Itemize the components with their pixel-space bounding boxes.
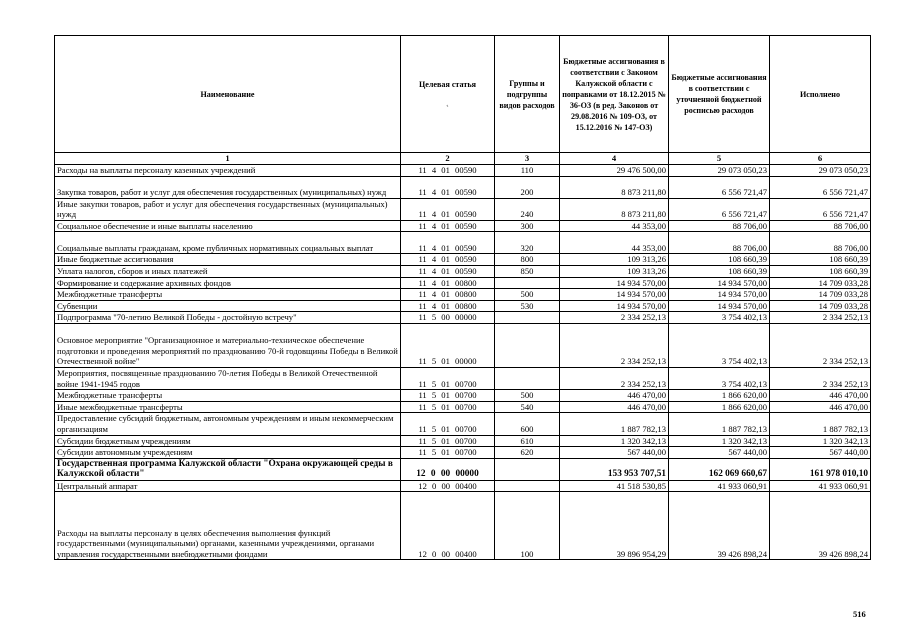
header-name: Наименование xyxy=(55,36,401,153)
row-expense-group xyxy=(495,367,560,389)
row-name: Мероприятия, посвященные празднованию 70-летия Победы в Великой Отечественной войне 1941-1945 годов xyxy=(55,367,401,389)
row-revised: 14 934 570,00 xyxy=(669,289,770,301)
row-expense-group: 610 xyxy=(495,435,560,447)
row-target-article: 11 4 01 00800 xyxy=(401,289,495,301)
row-target-article: 11 4 01 00590 xyxy=(401,198,495,220)
header-budget-law: Бюджетные ассигнования в соответствии с Законом Калужской области с поправками от 18.12.2015 № 36-ОЗ (в ред. Законов от 29.08.2016 № 109-ОЗ, от 15.12.2016 № 147-ОЗ) xyxy=(560,36,669,153)
column-number: 2 xyxy=(401,153,495,165)
scan-mark: ˛ xyxy=(446,99,449,107)
row-budget: 14 934 570,00 xyxy=(560,277,669,289)
row-budget: 41 518 530,85 xyxy=(560,480,669,492)
row-target-article: 11 4 01 00590 xyxy=(401,254,495,266)
row-target-article: 11 5 01 00700 xyxy=(401,435,495,447)
row-revised: 41 933 060,91 xyxy=(669,480,770,492)
header-executed: Исполнено xyxy=(770,36,871,153)
row-target-article: 11 4 01 00590 xyxy=(401,176,495,198)
row-expense-group: 530 xyxy=(495,300,560,312)
row-target-article: 11 5 01 00700 xyxy=(401,401,495,413)
row-revised: 567 440,00 xyxy=(669,447,770,459)
table-row xyxy=(55,277,871,289)
row-name: Межбюджетные трансферты xyxy=(55,289,401,301)
table-row xyxy=(55,367,871,389)
row-budget: 8 873 211,80 xyxy=(560,198,669,220)
row-budget: 2 334 252,13 xyxy=(560,367,669,389)
row-expense-group xyxy=(495,480,560,492)
table-row xyxy=(55,254,871,266)
row-revised: 29 073 050,23 xyxy=(669,165,770,177)
header-budget-revised: Бюджетные ассигнования в соответствии с уточненной бюджетной росписью расходов xyxy=(669,36,770,153)
row-name: Формирование и содержание архивных фондов xyxy=(55,277,401,289)
column-number: 5 xyxy=(669,153,770,165)
row-revised: 108 660,39 xyxy=(669,265,770,277)
header-row xyxy=(55,36,871,153)
row-executed: 567 440,00 xyxy=(770,447,871,459)
row-name: Субсидии бюджетным учреждениям xyxy=(55,435,401,447)
row-executed: 161 978 010,10 xyxy=(770,458,871,480)
row-revised: 6 556 721,47 xyxy=(669,176,770,198)
row-revised: 3 754 402,13 xyxy=(669,312,770,324)
row-executed: 88 706,00 xyxy=(770,232,871,254)
row-name: Иные межбюджетные трансферты xyxy=(55,401,401,413)
row-name: Предоставление субсидий бюджетным, автономным учреждениям и иным некоммерческим организациям xyxy=(55,413,401,435)
row-name: Расходы на выплаты персоналу в целях обеспечения выполнения функций государственными (муниципальными) органами, казенными учреждениями, органами управления государственными внебюджетными фондами xyxy=(55,492,401,560)
row-budget: 14 934 570,00 xyxy=(560,300,669,312)
row-name: Закупка товаров, работ и услуг для обеспечения государственных (муниципальных) нужд xyxy=(55,176,401,198)
row-budget: 44 353,00 xyxy=(560,232,669,254)
row-executed: 1 887 782,13 xyxy=(770,413,871,435)
row-name: Социальное обеспечение и иные выплаты населению xyxy=(55,220,401,232)
row-budget: 8 873 211,80 xyxy=(560,176,669,198)
row-target-article: 12 0 00 00400 xyxy=(401,480,495,492)
row-revised: 6 556 721,47 xyxy=(669,198,770,220)
table-row xyxy=(55,198,871,220)
column-number: 4 xyxy=(560,153,669,165)
row-target-article: 11 5 01 00000 xyxy=(401,323,495,367)
table-row xyxy=(55,265,871,277)
row-revised: 1 866 620,00 xyxy=(669,390,770,402)
row-expense-group: 800 xyxy=(495,254,560,266)
row-target-article: 11 4 01 00590 xyxy=(401,165,495,177)
table-row xyxy=(55,220,871,232)
row-target-article: 12 0 00 00400 xyxy=(401,492,495,560)
table-row xyxy=(55,165,871,177)
row-executed: 41 933 060,91 xyxy=(770,480,871,492)
row-budget: 14 934 570,00 xyxy=(560,289,669,301)
table-row xyxy=(55,390,871,402)
row-target-article: 11 4 01 00800 xyxy=(401,277,495,289)
row-revised: 162 069 660,67 xyxy=(669,458,770,480)
row-target-article: 11 5 01 00700 xyxy=(401,413,495,435)
table-row xyxy=(55,323,871,367)
row-expense-group xyxy=(495,277,560,289)
column-number: 6 xyxy=(770,153,871,165)
row-target-article: 11 4 01 00590 xyxy=(401,232,495,254)
table-row xyxy=(55,480,871,492)
table-row xyxy=(55,458,871,480)
row-revised: 88 706,00 xyxy=(669,232,770,254)
row-revised: 88 706,00 xyxy=(669,220,770,232)
row-name: Иные бюджетные ассигнования xyxy=(55,254,401,266)
table-row xyxy=(55,413,871,435)
row-executed: 88 706,00 xyxy=(770,220,871,232)
header-expense-groups: Группы и подгруппы видов расходов xyxy=(495,36,560,153)
row-executed: 446 470,00 xyxy=(770,390,871,402)
row-expense-group: 300 xyxy=(495,220,560,232)
table-row xyxy=(55,176,871,198)
row-executed: 2 334 252,13 xyxy=(770,367,871,389)
column-number: 1 xyxy=(55,153,401,165)
row-revised: 3 754 402,13 xyxy=(669,323,770,367)
row-expense-group xyxy=(495,458,560,480)
row-executed: 39 426 898,24 xyxy=(770,492,871,560)
row-name: Иные закупки товаров, работ и услуг для обеспечения государственных (муниципальных) нужд xyxy=(55,198,401,220)
table-row xyxy=(55,232,871,254)
row-budget: 2 334 252,13 xyxy=(560,323,669,367)
table-row xyxy=(55,435,871,447)
row-target-article: 11 5 01 00700 xyxy=(401,367,495,389)
row-name: Подпрограмма "70-летию Великой Победы - достойную встречу" xyxy=(55,312,401,324)
row-budget: 567 440,00 xyxy=(560,447,669,459)
row-name: Расходы на выплаты персоналу казенных учреждений xyxy=(55,165,401,177)
row-budget: 446 470,00 xyxy=(560,401,669,413)
budget-table xyxy=(54,35,871,560)
row-executed: 6 556 721,47 xyxy=(770,198,871,220)
row-target-article: 11 5 01 00700 xyxy=(401,447,495,459)
row-executed: 446 470,00 xyxy=(770,401,871,413)
row-expense-group: 100 xyxy=(495,492,560,560)
column-number-row xyxy=(55,153,871,165)
row-name: Центральный аппарат xyxy=(55,480,401,492)
row-expense-group: 240 xyxy=(495,198,560,220)
column-number: 3 xyxy=(495,153,560,165)
row-budget: 44 353,00 xyxy=(560,220,669,232)
row-revised: 1 866 620,00 xyxy=(669,401,770,413)
row-budget: 1 887 782,13 xyxy=(560,413,669,435)
row-target-article: 11 5 01 00700 xyxy=(401,390,495,402)
row-executed: 14 709 033,28 xyxy=(770,300,871,312)
row-name: Основное мероприятие "Организационное и материально-техническое обеспечение подготовки и проведения мероприятий по празднованию 70-й годовщины Победы в Великой Отечественной войне" xyxy=(55,323,401,367)
row-expense-group: 540 xyxy=(495,401,560,413)
row-name: Уплата налогов, сборов и иных платежей xyxy=(55,265,401,277)
row-revised: 1 887 782,13 xyxy=(669,413,770,435)
row-expense-group: 620 xyxy=(495,447,560,459)
row-executed: 14 709 033,28 xyxy=(770,289,871,301)
row-name: Субсидии автономным учреждениям xyxy=(55,447,401,459)
row-target-article: 11 4 01 00590 xyxy=(401,220,495,232)
table-row xyxy=(55,300,871,312)
row-budget: 109 313,26 xyxy=(560,265,669,277)
page-number: 516 xyxy=(853,609,866,619)
row-budget: 109 313,26 xyxy=(560,254,669,266)
row-revised: 3 754 402,13 xyxy=(669,367,770,389)
row-expense-group: 850 xyxy=(495,265,560,277)
row-revised: 14 934 570,00 xyxy=(669,277,770,289)
row-budget: 39 896 954,29 xyxy=(560,492,669,560)
table-row xyxy=(55,312,871,324)
row-executed: 108 660,39 xyxy=(770,265,871,277)
table-row xyxy=(55,447,871,459)
row-target-article: 11 4 01 00590 xyxy=(401,265,495,277)
row-budget: 29 476 500,00 xyxy=(560,165,669,177)
row-expense-group xyxy=(495,323,560,367)
row-budget: 1 320 342,13 xyxy=(560,435,669,447)
row-expense-group: 320 xyxy=(495,232,560,254)
header-target-article: Целевая статья ˛ xyxy=(401,36,495,153)
row-executed: 2 334 252,13 xyxy=(770,323,871,367)
row-revised: 1 320 342,13 xyxy=(669,435,770,447)
row-target-article: 11 4 01 00800 xyxy=(401,300,495,312)
row-executed: 2 334 252,13 xyxy=(770,312,871,324)
row-target-article: 11 5 00 00000 xyxy=(401,312,495,324)
row-revised: 14 934 570,00 xyxy=(669,300,770,312)
row-target-article: 12 0 00 00000 xyxy=(401,458,495,480)
table-row xyxy=(55,289,871,301)
row-expense-group: 200 xyxy=(495,176,560,198)
row-budget: 2 334 252,13 xyxy=(560,312,669,324)
row-expense-group: 110 xyxy=(495,165,560,177)
row-executed: 14 709 033,28 xyxy=(770,277,871,289)
row-revised: 108 660,39 xyxy=(669,254,770,266)
row-budget: 153 953 707,51 xyxy=(560,458,669,480)
row-revised: 39 426 898,24 xyxy=(669,492,770,560)
row-name: Социальные выплаты гражданам, кроме публичных нормативных социальных выплат xyxy=(55,232,401,254)
row-expense-group: 500 xyxy=(495,390,560,402)
row-expense-group: 600 xyxy=(495,413,560,435)
row-budget: 446 470,00 xyxy=(560,390,669,402)
row-executed: 6 556 721,47 xyxy=(770,176,871,198)
table-row xyxy=(55,492,871,560)
row-expense-group: 500 xyxy=(495,289,560,301)
row-executed: 29 073 050,23 xyxy=(770,165,871,177)
row-executed: 1 320 342,13 xyxy=(770,435,871,447)
row-expense-group xyxy=(495,312,560,324)
table-row xyxy=(55,401,871,413)
row-executed: 108 660,39 xyxy=(770,254,871,266)
row-name: Межбюджетные трансферты xyxy=(55,390,401,402)
row-name: Государственная программа Калужской области "Охрана окружающей среды в Калужской области" xyxy=(55,458,401,480)
row-name: Субвенции xyxy=(55,300,401,312)
